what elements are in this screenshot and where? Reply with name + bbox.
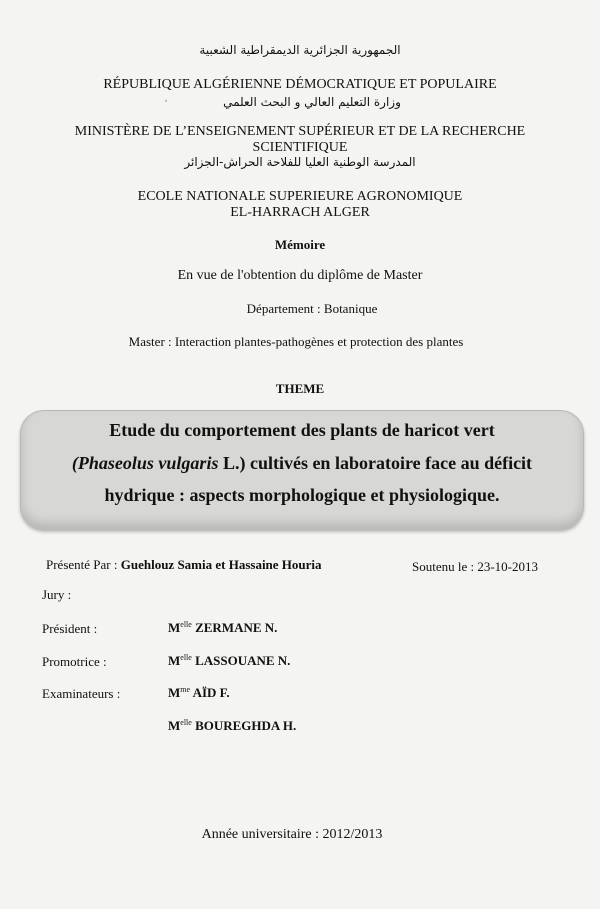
school-heading-line2: EL-HARRACH ALGER	[230, 205, 370, 220]
theme-title-line3: hydrique : aspects morphologique et physiologique.	[104, 485, 500, 505]
jury-member-promotrice: $M^{elle}$ LASSOUANE N.	[168, 653, 291, 668]
theme-title-line1: Etude du comportement des plants de haricot vert	[109, 420, 495, 440]
defense-date: Soutenu le : 23-10-2013	[412, 559, 539, 574]
degree-purpose: En vue de l'obtention du diplôme de Master	[177, 268, 423, 283]
ministry-heading-line1: MINISTÈRE DE L’ENSEIGNEMENT SUPÉRIEUR ET DE LA RECHERCHE	[74, 124, 526, 139]
jury-role-president: Président :	[42, 621, 98, 636]
arabic-republic-heading: الجمهورية الجزائرية الديمقراطية الشعبية	[199, 43, 401, 57]
pen-mark-icon: ʾ	[164, 97, 168, 111]
department: Département : Botanique	[246, 301, 378, 316]
theme-label: THEME	[275, 381, 325, 396]
theme-title-line2-rest: L.) cultivés en laboratoire face au déficit	[218, 453, 533, 473]
ministry-heading-line2: SCIENTIFIQUE	[252, 140, 348, 155]
presented-label: Présenté Par :	[46, 557, 121, 572]
theme-title-box	[20, 410, 584, 530]
jury-member-examinateur-2: $M^{elle}$ BOUREGHDA H.	[168, 718, 297, 733]
arabic-ministry-heading: وزارة التعليم العالي و البحث العلمي	[223, 95, 401, 109]
academic-year: Année universitaire : 2012/2013	[201, 827, 383, 842]
jury-member-examinateur-1: $M^{me}$ AÏD F.	[168, 685, 230, 700]
theme-title-line2	[21, 453, 583, 474]
authors: Guehlouz Samia et Hassaine Houria	[120, 557, 322, 572]
memoire-title: Mémoire	[274, 237, 326, 252]
scientific-name: (Phaseolus vulgaris	[71, 453, 219, 473]
jury-member-president: $M^{elle}$ ZERMANE N.	[168, 620, 278, 635]
presented-by	[46, 557, 322, 573]
school-heading-line1: ECOLE NATIONALE SUPERIEURE AGRONOMIQUE	[137, 189, 463, 204]
republic-heading: RÉPUBLIQUE ALGÉRIENNE DÉMOCRATIQUE ET POPULAIRE	[103, 77, 497, 92]
jury-role-examinateurs: Examinateurs :	[42, 686, 121, 701]
arabic-school-heading: المدرسة الوطنية العليا للفلاحة الحراش-الجزائر	[184, 155, 416, 169]
jury-role-promotrice: Promotrice :	[42, 654, 107, 669]
master-program: Master : Interaction plantes-pathogènes et protection des plantes	[128, 334, 464, 349]
jury-label: Jury :	[42, 587, 72, 602]
